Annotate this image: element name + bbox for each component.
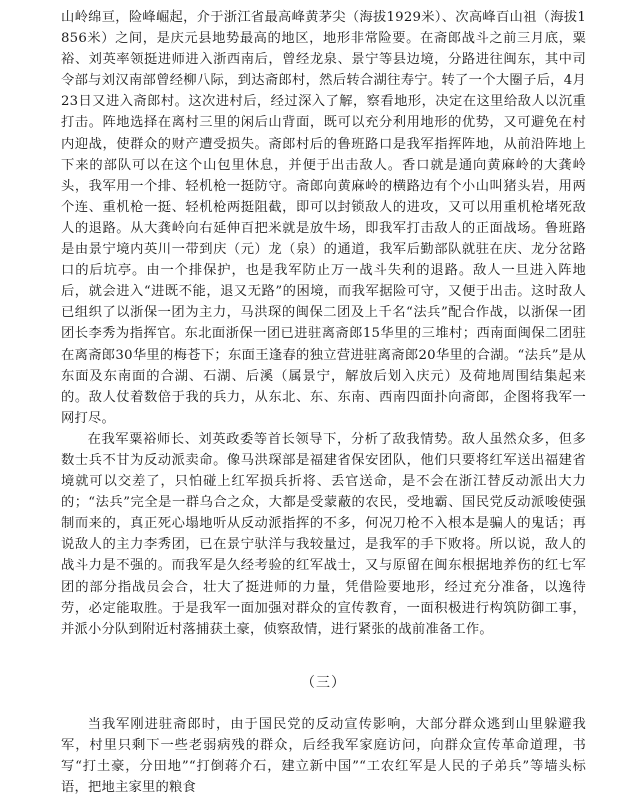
paragraph-3: 当我军刚进驻斋郎时，由于国民党的反动宣传影响，大部分群众逃到山里躲避我军，村里只剩下一些老弱病残的群众，后经我军家庭访问，向群众宣传革命道理，书写“打土豪，分田地”“打倒蒋介石，建立新中国”“工农红军是人民的子弟兵”等墙头标语，把地主家里的粮食: [61, 716, 586, 796]
document-page: [61, 7, 586, 798]
section-heading: （三）: [301, 674, 346, 691]
paragraph-2: 在我军粟裕师长、刘英政委等首长领导下，分析了敌我情势。敌人虽然众多，但多数士兵不甘为反动派卖命。像马洪琛部是福建省保安团队，他们只要将红军送出福建省境就可以交差了，只怕碰上红军损兵折将、丢官送命，是不会在浙江替反动派出大力的；“法兵”完全是一群乌合之众，大都是受蒙蔽的农民，受地霸、国民党反动派唆使强制而来的，真正死心塌地听从反动派指挥的不多，何况刀枪不入根本是骗人的鬼话；再说敌人的主力李秀团，已在景宁驮洋与我较量过，是我军的手下败将。所以说，敌人的战斗力是不强的。而我军是久经考验的红军战士，又与原留在闽东根据地养伤的红七军团的部分指战员会合，壮大了挺进师的力量，凭借险要地形，经过充分准备，以逸待劳，必定能取胜。于是我军一面加强对群众的宣传教育，一面积极进行构筑防御工事，并派小分队到附近村落捕获土豪，侦察敌情，进行紧张的战前准备工作。: [61, 431, 586, 637]
paragraph-1: 山岭绵亘，险峰崛起，介于浙江省最高峰黄茅尖（海拔1929米）、次高峰百山祖（海拔1856米）之间，是庆元县地势最高的地区，地形非常险要。在斋郎战斗之前三月底，粟裕、刘英率领挺进师进入浙西南后，曾经龙泉、景宁等县边境，分路进往闽东，其中司令部与刘汉南部曾经柳八际，到达斋郎村，然后转合湖往寿宁。转了一个大圈子后，4月23日又进入斋郎村。这次进村后，经过深入了解，察看地形，决定在这里给敌人以沉重打击。阵地选择在离村三里的闲后山背面，既可以充分利用地形的优势，又可避免在村内迎战，使群众的财产遭受损失。斋郎村后的鲁班路口是我军指挥阵地，从前沿阵地上下来的部队可以在这个山包里休息，并便于出击敌人。香口就是通向黄麻岭的大龚岭头，我军用一个排、轻机枪一挺防守。斋郎向黄麻岭的横路边有个小山叫猪头岩，用两个连、重机枪一挺、轻机枪两挺阻截，即可以封锁敌人的进攻，又可以用重机枪堵死敌人的退路。从大龚岭向右延伸百把米就是放牛场，即我军打击敌人的正面战场。鲁班路是由景宁境内英川一带到庆（元）龙（泉）的通道，我军后勤部队就驻在庆、龙分岔路口的后坑亭。由一个排保护，也是我军防止万一战斗失利的退路。敌人一旦进入阵地后，就会进入“进既不能，退又无路”的困境，而我军据险可守，又便于出击。这时敌人已组织了以浙保一团为主力，马洪琛的闽保二团及上千名“法兵”配合作战，以浙保一团团长李秀为指挥官。东北面浙保一团已进驻离斋郎15华里的三堆村；西南面闽保二团驻在离斋郎30华里的梅苍下；东面王逢春的独立营进驻离斋郎20华里的合湖。“法兵”是从东面及东南面的合湖、石湖、后溪（属景宁，解放后划入庆元）及荷地周围结集起来的。敌人仗着数倍于我的兵力，从东北、东、东南、西南四面扑向斋郎，企图将我军一网打尽。: [61, 10, 586, 426]
